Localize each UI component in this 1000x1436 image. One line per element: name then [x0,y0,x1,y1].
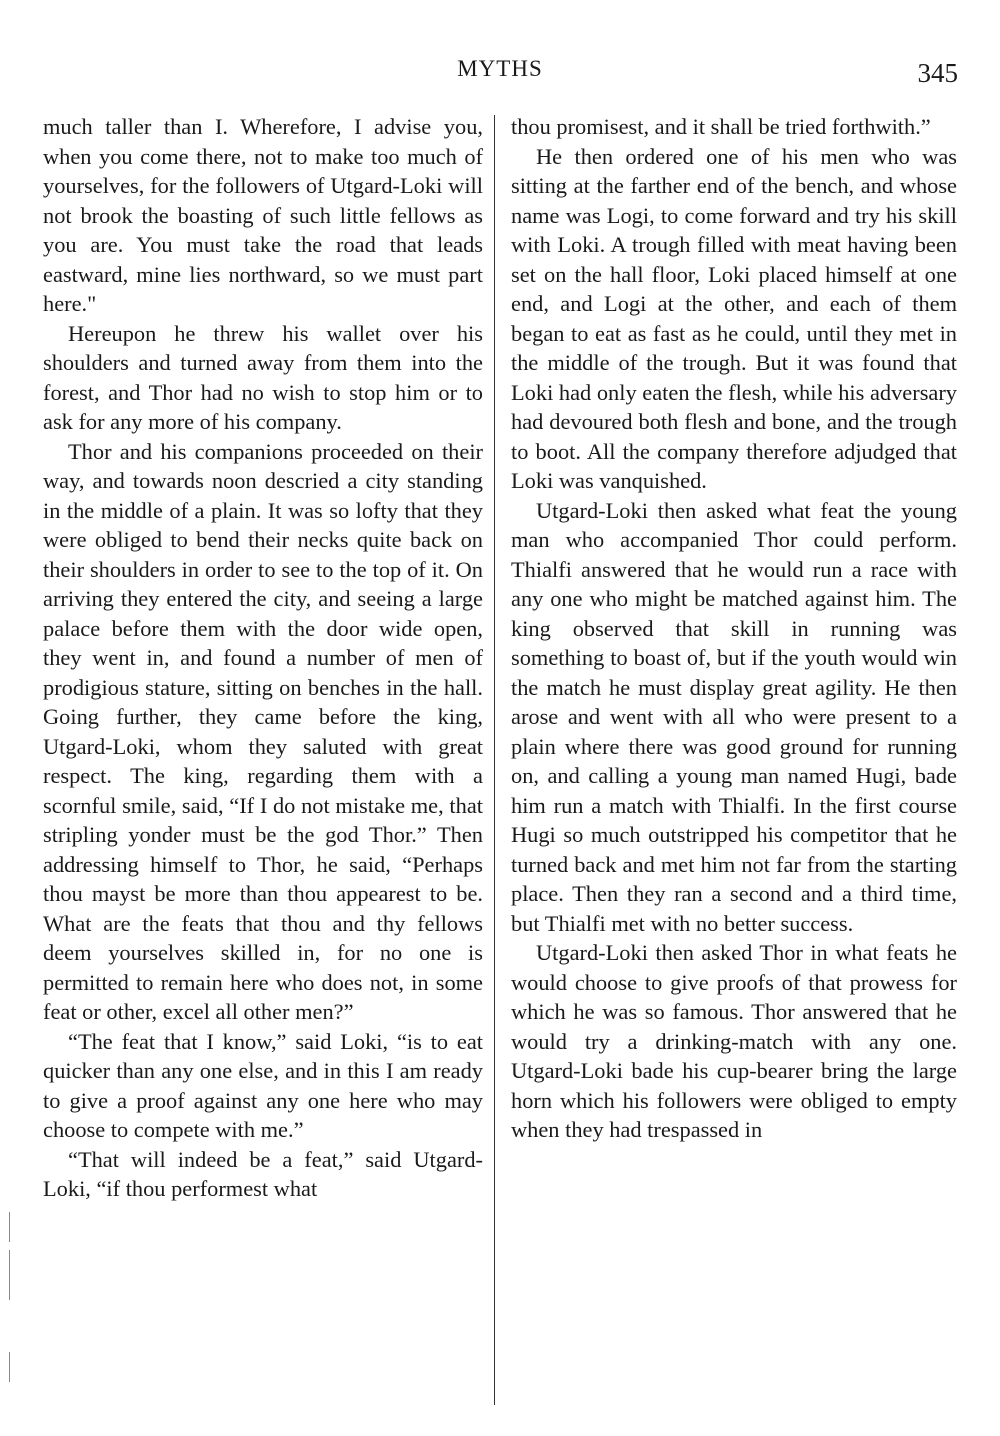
scan-margin-mark [9,1212,10,1242]
paragraph: Utgard-Loki then asked what feat the young man who accompanied Thor could perform. Thialfi answered that he would run a race with any one who might be matched against him. The king observed that skill in running was something to boast of, but if the youth would win the match he must display great agility. He then arose and went with all who were present to a plain where there was good ground for running on, and calling a young man named Hugi, bade him run a match with Thialfi. In the first course Hugi so much outstripped his competitor that he turned back and met him not far from the starting place. Then they ran a second and a third time, but Thialfi met with no better success. [511,497,957,936]
page-header [0,56,1000,96]
column-divider [494,115,495,1405]
paragraph: “The feat that I know,” said Loki, “is to eat quicker than any one else, and in this I am ready to give a proof against any one here who may choose to compete with me.” [43,1028,483,1142]
paragraph: He then ordered one of his men who was sitting at the farther end of the bench, and whose name was Logi, to come forward and try his skill with Loki. A trough filled with meat having been set on the hall floor, Loki placed himself at one end, and Logi at the other, and each of them began to eat as fast as he could, until they met in the middle of the trough. But it was found that Loki had only eaten the flesh, while his adversary had devoured both flesh and bone, and the trough to boot. All the company therefore adjudged that Loki was vanquished. [511,143,957,493]
paragraph: Hereupon he threw his wallet over his shoulders and turned away from them into the forest, and Thor had no wish to stop him or to ask for any more of his company. [43,320,483,434]
running-title: MYTHS [457,56,543,81]
left-column [43,112,483,1204]
paragraph: thou promisest, and it shall be tried forthwith.” [511,114,931,139]
paragraph: Thor and his companions proceeded on their way, and towards noon descried a city standing in the middle of a plain. It was so lofty that they were obliged to bend their necks quite back on their shoulders in order to see to the top of it. On arriving they entered the city, and seeing a large palace before them with the door wide open, they went in, and found a number of men of prodigious stature, sitting on benches in the hall. Going further, they came before the king, Utgard-Loki, whom they saluted with great respect. The king, regarding them with a scornful smile, said, “If I do not mistake me, that stripling yonder must be the god Thor.” Then addressing himself to Thor, he said, “Perhaps thou mayst be more than thou appearest to be. What are the feats that thou and thy fellows deem yourselves skilled in, for no one is permitted to remain here who does not, in some feat or other, excel all other men?” [43,438,483,1024]
page-number: 345 [917,58,958,88]
paragraph: much taller than I. Wherefore, I advise you, when you come there, not to make too much of yourselves, for the followers of Utgard-Loki will not brook the boasting of such little fellows as you are. You must take the road that leads eastward, mine lies northward, so we must part here." [43,114,483,316]
paragraph: Utgard-Loki then asked Thor in what feats he would choose to give proofs of that prowess for which he was so famous. Thor answered that he would try a drinking-match with any one. Utgard-Loki bade his cup-bearer bring the large horn which his followers were obliged to empty when they had trespassed in [511,940,957,1142]
scan-margin-mark [9,1250,10,1300]
scan-margin-mark [9,1352,10,1382]
right-column [511,112,957,1145]
paragraph: “That will indeed be a feat,” said Utgard-Loki, “if thou performest what [43,1146,483,1201]
